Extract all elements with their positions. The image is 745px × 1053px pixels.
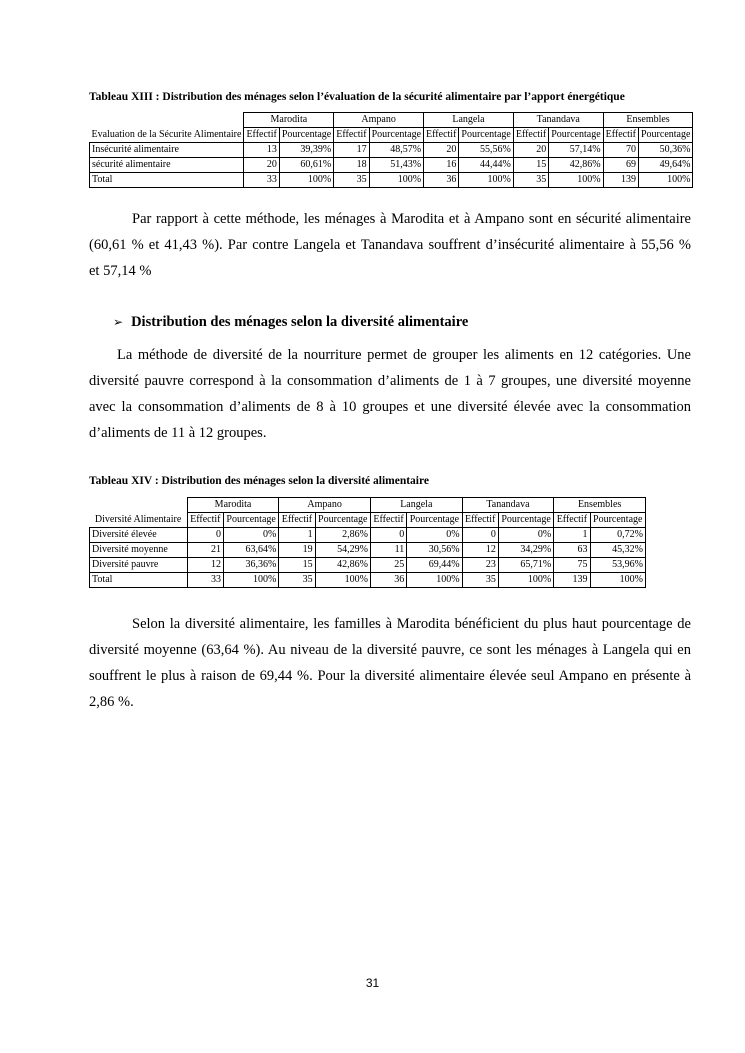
row-label: Diversité moyenne (90, 543, 188, 558)
paragraph-line: souffrent le plus à raison de 69,44 %. Pour la diversité alimentaire élevée seul Ampano en présente à (89, 668, 691, 684)
table-row (90, 173, 693, 188)
cell: 36 (424, 173, 459, 188)
cell: 69,44% (407, 558, 462, 573)
cell: 70 (603, 143, 638, 158)
cell: 45,32% (590, 543, 646, 558)
cell: 33 (187, 573, 223, 588)
table14-row-header: Diversité Alimentaire (90, 513, 188, 528)
cell: 44,44% (459, 158, 513, 173)
paragraph-line: Par rapport à cette méthode, les ménages à Marodita et à Ampano sont en sécurité alimentaire (132, 211, 691, 227)
table13-caption: Tableau XIII : Distribution des ménages selon l’évaluation de la sécurité alimentaire par l’apport énergétique (89, 91, 625, 103)
cell: 100% (369, 173, 423, 188)
paragraph-line: avec la consommation d’aliments de 8 à 10 groupes et une diversité élevée avec la consommation (89, 399, 691, 415)
table14-sub-header: Pourcentage (315, 513, 370, 528)
table14-group-header: Marodita (187, 498, 279, 513)
cell: 36 (370, 573, 406, 588)
cell: 20 (513, 143, 548, 158)
cell: 0,72% (590, 528, 646, 543)
table13-group-header: Langela (424, 113, 514, 128)
paragraph-line: Selon la diversité alimentaire, les familles à Marodita bénéficient du plus haut pourcentage de (132, 616, 691, 632)
cell: 16 (424, 158, 459, 173)
paragraph-line: (60,61 % et 41,43 %). Par contre Langela et Tanandava souffrent d’insécurité alimentaire à 55,56 % (89, 237, 691, 253)
table14-sub-header: Pourcentage (590, 513, 646, 528)
cell: 20 (424, 143, 459, 158)
cell: 21 (187, 543, 223, 558)
table13-sub-header: Effectif (513, 128, 548, 143)
cell: 63,64% (223, 543, 278, 558)
table13-sub-header: Effectif (424, 128, 459, 143)
row-label: Total (90, 573, 188, 588)
row-label: Insécurité alimentaire (90, 143, 244, 158)
cell: 39,39% (279, 143, 333, 158)
cell: 100% (279, 173, 333, 188)
table14-corner (90, 498, 188, 513)
cell: 50,36% (639, 143, 693, 158)
table14-caption: Tableau XIV : Distribution des ménages selon la diversité alimentaire (89, 475, 430, 487)
cell: 25 (370, 558, 406, 573)
table13-row-header: Evaluation de la Sécurite Alimentaire (90, 128, 244, 143)
cell: 35 (513, 173, 548, 188)
paragraph-securite (89, 206, 691, 284)
cell: 69 (603, 158, 638, 173)
table-row (90, 158, 693, 173)
cell: 65,71% (498, 558, 553, 573)
cell: 35 (279, 573, 315, 588)
table13-group-header: Ensembles (603, 113, 693, 128)
cell: 0 (187, 528, 223, 543)
table14-group-header: Ampano (279, 498, 371, 513)
cell: 23 (462, 558, 498, 573)
row-label: Diversité pauvre (90, 558, 188, 573)
cell: 0% (407, 528, 462, 543)
cell: 0% (223, 528, 278, 543)
table13-sub-header: Effectif (334, 128, 369, 143)
table-row (90, 528, 646, 543)
table-row (90, 573, 646, 588)
arrow-bullet-icon: ➢ (113, 315, 124, 329)
cell: 63 (554, 543, 590, 558)
cell: 0 (370, 528, 406, 543)
paragraph-line: d’aliments de 11 à 12 groupes. (89, 425, 267, 441)
cell: 20 (244, 158, 279, 173)
table14 (89, 497, 646, 588)
table14-sub-header: Effectif (279, 513, 315, 528)
cell: 30,56% (407, 543, 462, 558)
cell: 55,56% (459, 143, 513, 158)
table14-sub-header: Effectif (462, 513, 498, 528)
paragraph-diversite (89, 611, 691, 715)
table-row (90, 543, 646, 558)
cell: 0% (498, 528, 553, 543)
table13-sub-header: Pourcentage (459, 128, 513, 143)
table14-group-header: Tanandava (462, 498, 554, 513)
cell: 139 (603, 173, 638, 188)
cell: 57,14% (549, 143, 603, 158)
section-heading (113, 314, 468, 331)
cell: 42,86% (315, 558, 370, 573)
paragraph-line: diversité pauvre correspond à la consommation d’aliments de 1 à 7 groupes, une diversité moyenne (89, 373, 691, 389)
table13 (89, 112, 693, 188)
table13-sub-header: Effectif (603, 128, 638, 143)
cell: 15 (279, 558, 315, 573)
cell: 100% (498, 573, 553, 588)
cell: 100% (590, 573, 646, 588)
cell: 11 (370, 543, 406, 558)
cell: 35 (334, 173, 369, 188)
cell: 15 (513, 158, 548, 173)
section-heading-text: Distribution des ménages selon la diversité alimentaire (131, 314, 469, 330)
cell: 60,61% (279, 158, 333, 173)
table13-group-header: Tanandava (513, 113, 603, 128)
table14-sub-header: Pourcentage (498, 513, 553, 528)
cell: 2,86% (315, 528, 370, 543)
paragraph-methode (89, 342, 691, 446)
cell: 17 (334, 143, 369, 158)
row-label: sécurité alimentaire (90, 158, 244, 173)
cell: 1 (279, 528, 315, 543)
table-row (90, 143, 693, 158)
table-row (90, 558, 646, 573)
paragraph-line: et 57,14 % (89, 263, 152, 279)
table13-group-header: Ampano (334, 113, 424, 128)
table13-sub-header: Pourcentage (279, 128, 333, 143)
table14-sub-header: Effectif (554, 513, 590, 528)
cell: 34,29% (498, 543, 553, 558)
cell: 36,36% (223, 558, 278, 573)
cell: 0 (462, 528, 498, 543)
table13-sub-header: Pourcentage (639, 128, 693, 143)
cell: 48,57% (369, 143, 423, 158)
paragraph-line: 2,86 %. (89, 694, 134, 710)
cell: 100% (639, 173, 693, 188)
cell: 33 (244, 173, 279, 188)
cell: 19 (279, 543, 315, 558)
page-number: 31 (365, 976, 380, 990)
cell: 139 (554, 573, 590, 588)
cell: 100% (223, 573, 278, 588)
table13-sub-header: Pourcentage (369, 128, 423, 143)
table13-sub-header: Effectif (244, 128, 279, 143)
row-label: Total (90, 173, 244, 188)
cell: 12 (462, 543, 498, 558)
cell: 18 (334, 158, 369, 173)
paragraph-line: diversité moyenne (63,64 %). Au niveau de la diversité pauvre, ce sont les ménages à Langela qui en (89, 642, 691, 658)
cell: 35 (462, 573, 498, 588)
table14-sub-header: Pourcentage (223, 513, 278, 528)
cell: 100% (549, 173, 603, 188)
table14-group-header: Ensembles (554, 498, 646, 513)
table14-sub-header: Effectif (370, 513, 406, 528)
table14-sub-header: Effectif (187, 513, 223, 528)
cell: 1 (554, 528, 590, 543)
table13-corner (90, 113, 244, 128)
table14-group-header: Langela (370, 498, 462, 513)
cell: 42,86% (549, 158, 603, 173)
cell: 100% (459, 173, 513, 188)
cell: 54,29% (315, 543, 370, 558)
cell: 12 (187, 558, 223, 573)
table14-sub-header: Pourcentage (407, 513, 462, 528)
cell: 53,96% (590, 558, 646, 573)
cell: 51,43% (369, 158, 423, 173)
cell: 49,64% (639, 158, 693, 173)
table13-sub-header: Pourcentage (549, 128, 603, 143)
cell: 13 (244, 143, 279, 158)
cell: 75 (554, 558, 590, 573)
cell: 100% (315, 573, 370, 588)
row-label: Diversité élevée (90, 528, 188, 543)
paragraph-line: La méthode de diversité de la nourriture permet de grouper les aliments en 12 catégories. Une (117, 347, 691, 363)
table13-group-header: Marodita (244, 113, 334, 128)
cell: 100% (407, 573, 462, 588)
